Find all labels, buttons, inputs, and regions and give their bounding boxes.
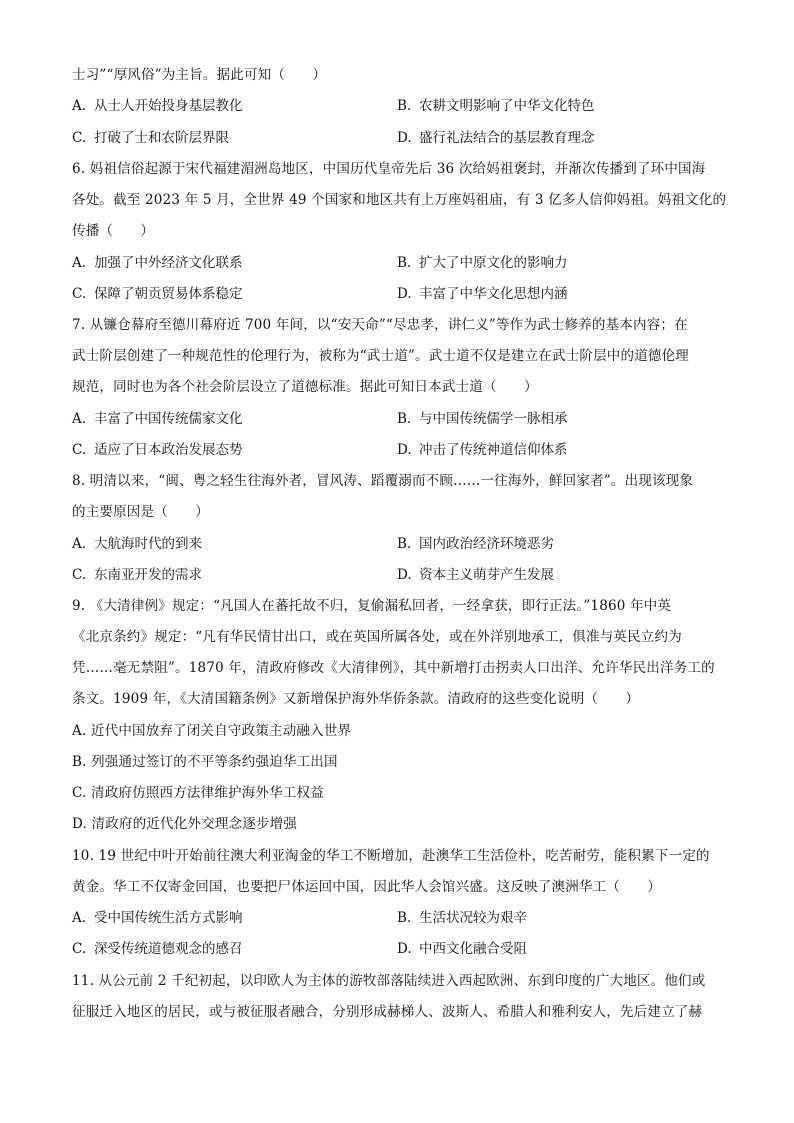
q5-stem-tail: 士习”“厚风俗”为主旨。据此可知（ ）	[72, 67, 327, 83]
q7-stem-line-3: 规范，同时也为各个社会阶层设立了道德标准。据此可知日本武士道（ ）	[72, 379, 538, 395]
q8-option-b	[397, 534, 554, 554]
q9-stem-line-1: 9. 《大清律例》规定：“凡国人在蕃托故不归，复偷漏私回者，一经拿获，即行正法。”1860 年中英	[72, 598, 672, 614]
q10-stem-line-1: 10. 19 世纪中叶开始前往澳大利亚淘金的华工不断增加，赴澳华工生活俭朴，吃苦耐劳，能积累下一定的	[72, 848, 710, 864]
option-text: 受中国传统生活方式影响	[94, 910, 243, 926]
q7-option-c	[72, 440, 243, 460]
option-letter: A.	[72, 910, 87, 926]
option-letter: A.	[72, 98, 87, 114]
q5-option-a	[72, 96, 243, 116]
option-letter: C.	[72, 442, 87, 458]
q5-option-b	[397, 96, 595, 116]
option-text: 保障了朝贡贸易体系稳定	[94, 286, 243, 302]
option-letter: B.	[397, 910, 412, 926]
q6-option-c	[72, 284, 243, 304]
q8-option-c	[72, 565, 202, 585]
option-text: 从士人开始投身基层教化	[94, 98, 243, 114]
q9-option-a: A. 近代中国放弃了闭关自守政策主动融入世界	[72, 723, 352, 739]
option-letter: C.	[72, 286, 87, 302]
option-letter: D.	[397, 567, 412, 583]
option-text: 加强了中外经济文化联系	[94, 255, 243, 271]
option-letter: B.	[397, 255, 412, 271]
q8-stem-line-2: 的主要原因是（ ）	[72, 504, 209, 520]
q7-option-a	[72, 409, 243, 429]
option-letter: C.	[72, 130, 87, 146]
q6-stem-line-3: 传播（ ）	[72, 223, 155, 239]
q8-option-d	[397, 565, 554, 585]
q5-option-c	[72, 128, 229, 148]
q7-option-d	[397, 440, 568, 460]
q9-option-d: D. 清政府的近代化外交理念逐步增强	[72, 816, 298, 832]
option-letter: B.	[397, 411, 412, 427]
option-letter: A.	[72, 255, 87, 271]
option-text: 适应了日本政治发展态势	[94, 442, 243, 458]
option-text: 与中国传统儒学一脉相承	[419, 411, 568, 427]
q9-option-c: C. 清政府仿照西方法律维护海外华工权益	[72, 785, 324, 801]
q8-stem-line-1: 8. 明清以来，“闽、粤之轻生往海外者，冒风涛、蹈覆溺而不顾……一往海外，鲜回家者”。出现该现象	[72, 473, 694, 489]
q10-option-b	[397, 908, 527, 928]
q5-option-d	[397, 128, 595, 148]
q10-option-d	[397, 939, 527, 959]
q9-stem-line-4: 条文。1909 年，《大清国籍条例》又新增保护海外华侨条款。清政府的这些变化说明（ ）	[72, 691, 640, 707]
q7-stem-line-2: 武士阶层创建了一种规范性的伦理行为，被称为“武士道”。武士道不仅是建立在武士阶层中的道德伦理	[72, 348, 690, 364]
q7-stem-line-1: 7. 从镰仓幕府至德川幕府近 700 年间，以“安天命”“尽忠孝，讲仁义”等作为武士修养的基本内容；在	[72, 317, 688, 333]
option-text: 生活状况较为艰辛	[419, 910, 527, 926]
option-text: 盛行礼法结合的基层教育理念	[419, 130, 595, 146]
option-text: 农耕文明影响了中华文化特色	[419, 98, 595, 114]
option-text: 大航海时代的到来	[94, 536, 202, 552]
option-letter: C.	[72, 941, 87, 957]
option-letter: B.	[397, 536, 412, 552]
option-letter: B.	[397, 98, 412, 114]
option-text: 冲击了传统神道信仰体系	[419, 442, 568, 458]
q11-stem-line-1: 11. 从公元前 2 千纪初起，以印欧人为主体的游牧部落陆续进入西起欧洲、东到印度的广大地区。他们或	[72, 973, 706, 989]
q10-stem-line-2: 黄金。华工不仅寄金回国，也要把尸体运回中国，因此华人会馆兴盛。这反映了澳洲华工（ ）	[72, 879, 662, 895]
q6-option-b	[397, 253, 568, 273]
q6-option-d	[397, 284, 568, 304]
option-letter: D.	[397, 286, 412, 302]
q9-stem-line-2: 《北京条约》规定：“凡有华民情甘出口，或在英国所属各处，或在外洋别地承工，俱准与英民立约为	[72, 629, 682, 645]
option-text: 中西文化融合受阻	[419, 941, 527, 957]
option-text: 丰富了中华文化思想内涵	[419, 286, 568, 302]
q9-stem-line-3: 凭……毫无禁阻”。1870 年，清政府修改《大清律例》，其中新增打击拐卖人口出洋、允许华民出洋务工的	[72, 660, 715, 676]
option-text: 国内政治经济环境恶劣	[419, 536, 554, 552]
option-text: 打破了士和农阶层界限	[94, 130, 229, 146]
option-letter: A.	[72, 411, 87, 427]
option-letter: A.	[72, 536, 87, 552]
q11-stem-line-2: 征服迁入地区的居民，或与被征服者融合，分别形成赫梯人、波斯人、希腊人和雅利安人，先后建立了赫	[72, 1004, 703, 1020]
q10-option-a	[72, 908, 243, 928]
q10-option-c	[72, 939, 243, 959]
q8-option-a	[72, 534, 202, 554]
option-text: 扩大了中原文化的影响力	[419, 255, 568, 271]
option-letter: D.	[397, 130, 412, 146]
q9-option-b: B. 列强通过签订的不平等条约强迫华工出国	[72, 754, 338, 770]
option-text: 丰富了中国传统儒家文化	[94, 411, 243, 427]
option-letter: C.	[72, 567, 87, 583]
q6-option-a	[72, 253, 243, 273]
q6-stem-line-1: 6. 妈祖信俗起源于宋代福建湄洲岛地区，中国历代皇帝先后 36 次给妈祖褒封，并渐次传播到了环中国海	[72, 161, 706, 177]
option-text: 深受传统道德观念的感召	[94, 941, 243, 957]
option-letter: D.	[397, 941, 412, 957]
q6-stem-line-2: 各处。截至 2023 年 5 月，全世界 49 个国家和地区共有上万座妈祖庙，有 3 亿多人信仰妈祖。妈祖文化的	[72, 192, 727, 208]
option-text: 东南亚开发的需求	[94, 567, 202, 583]
option-text: 资本主义萌芽产生发展	[419, 567, 554, 583]
q7-option-b	[397, 409, 568, 429]
option-letter: D.	[397, 442, 412, 458]
